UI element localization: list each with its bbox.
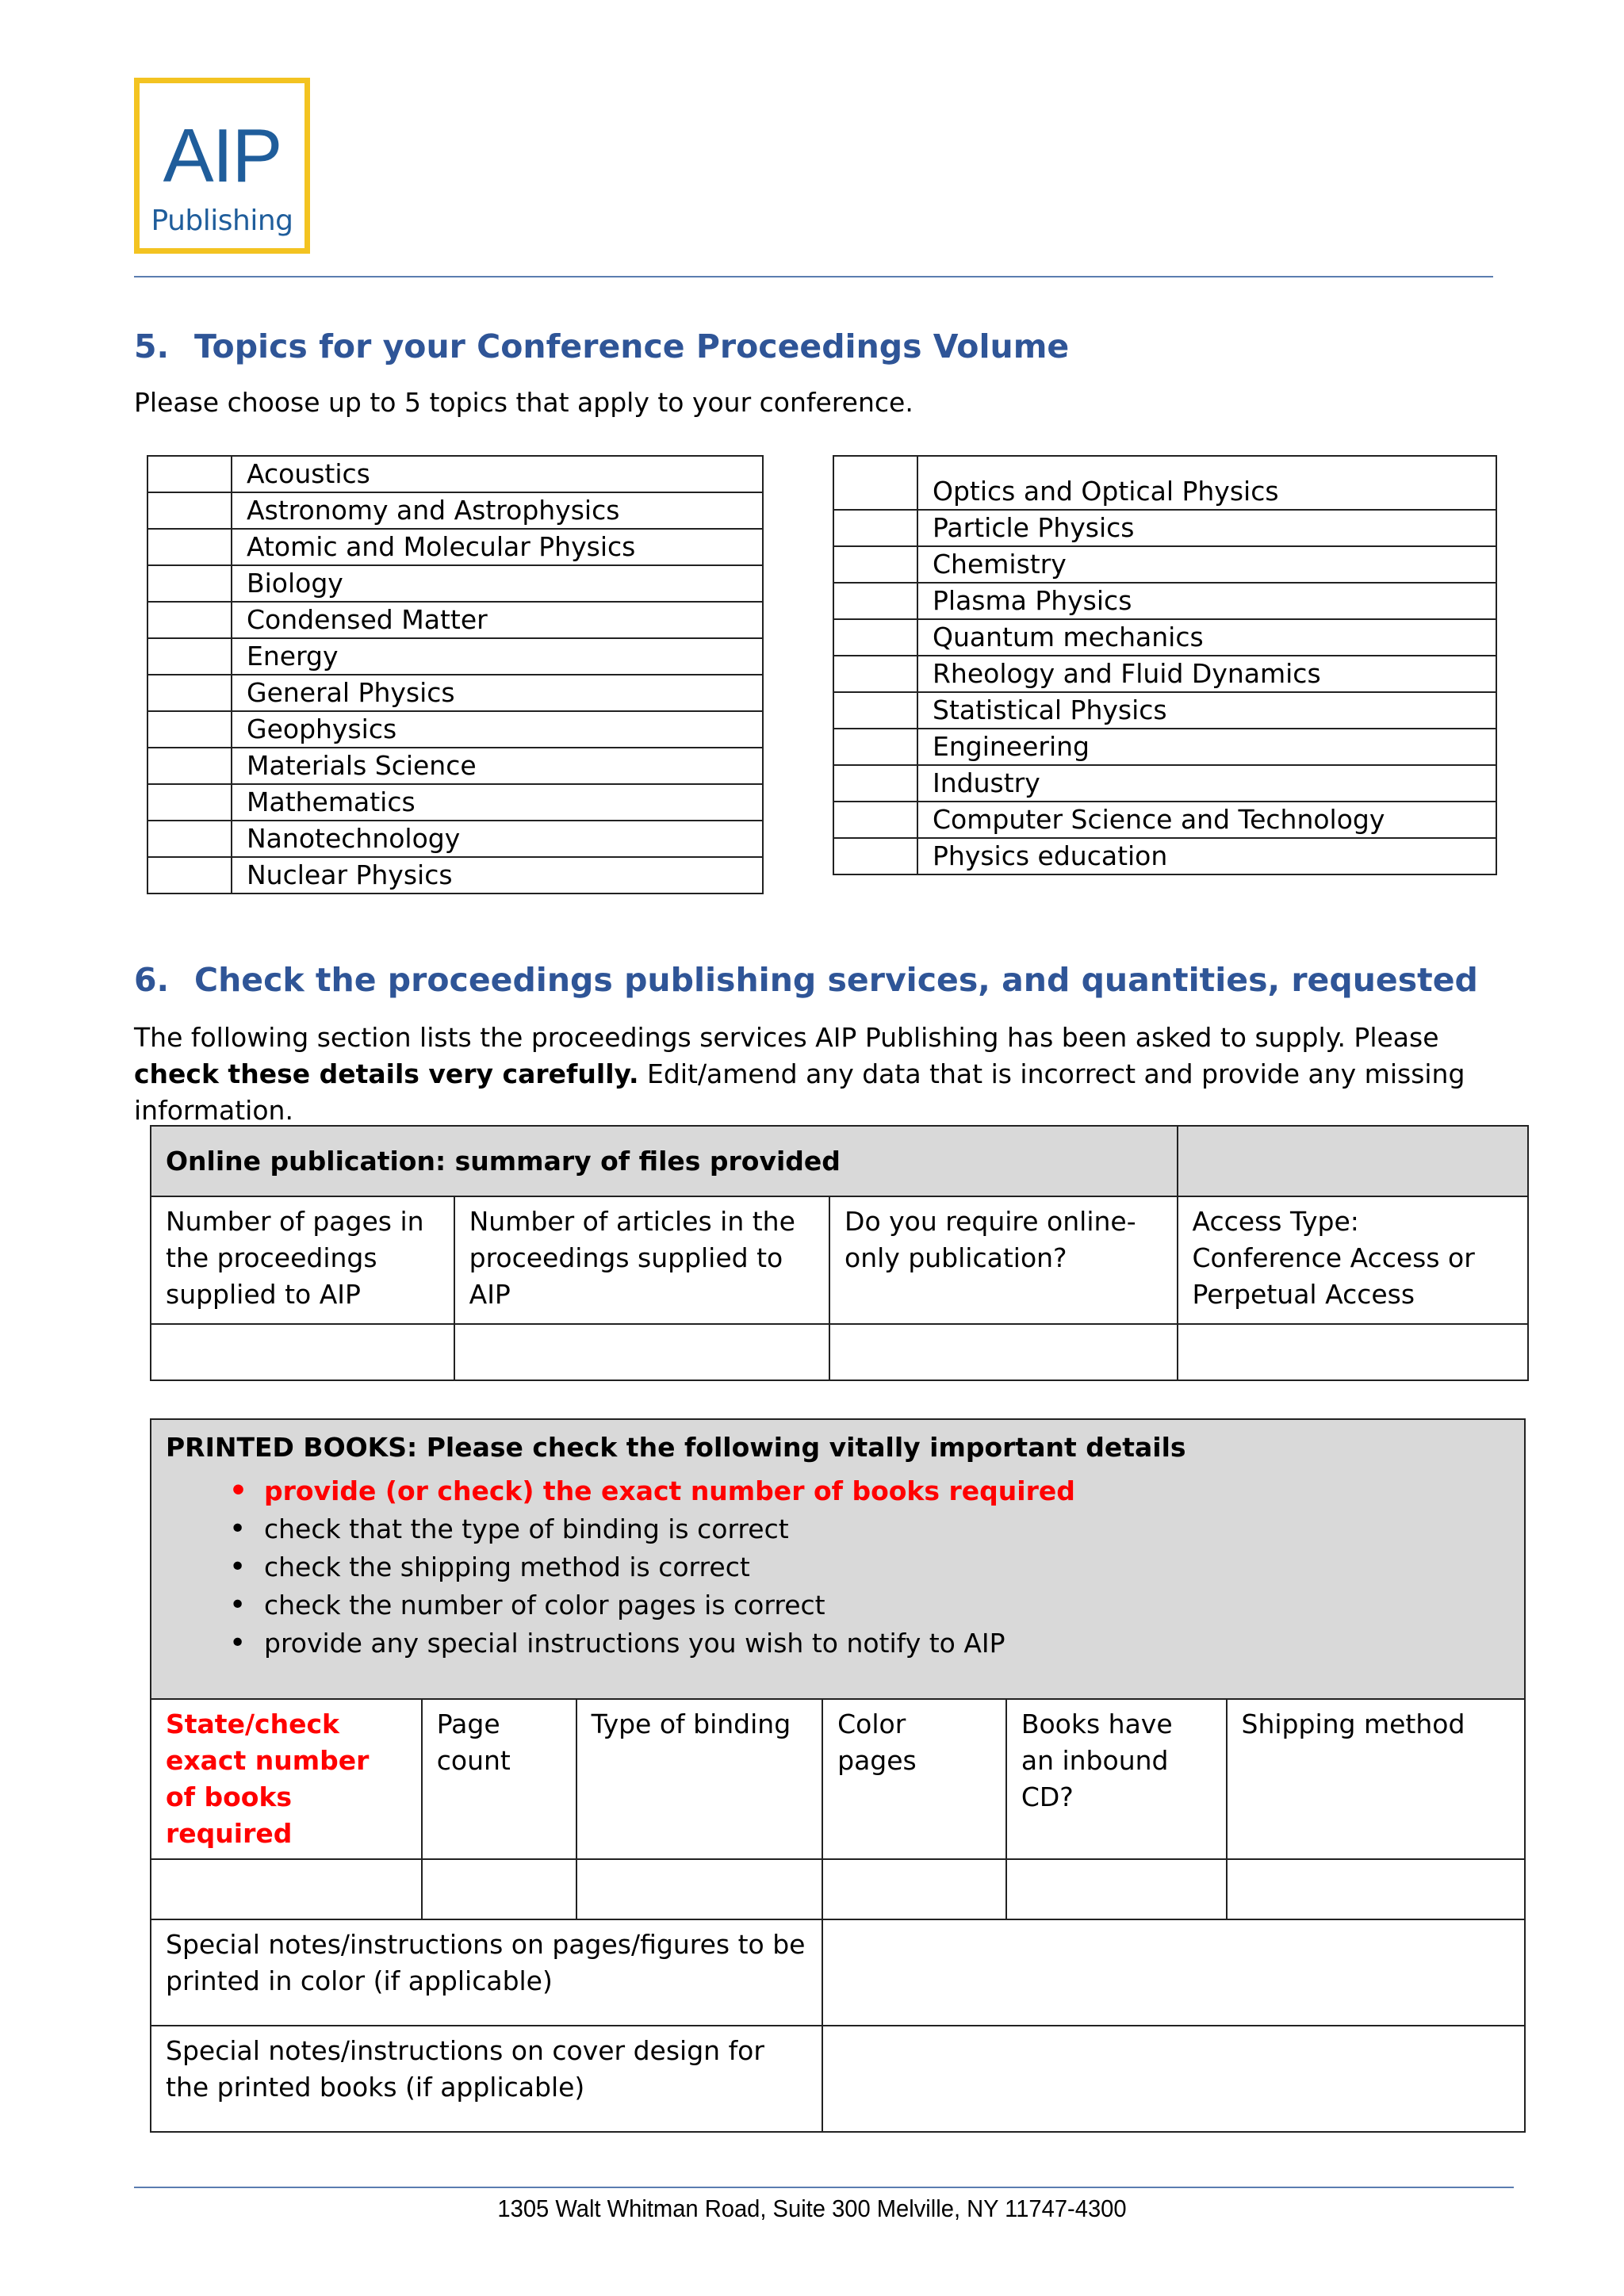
notes-cover-design-input[interactable]: [822, 2026, 1525, 2132]
topic-checkbox-cell[interactable]: [147, 675, 232, 711]
topic-checkbox-cell[interactable]: [833, 692, 917, 729]
input-cell-inbound-cd[interactable]: [1006, 1859, 1227, 1919]
topic-row: [833, 765, 1496, 802]
topic-row: [147, 711, 763, 748]
col-type-of-binding: Type of binding: [576, 1699, 823, 1859]
topic-checkbox-cell[interactable]: [147, 602, 232, 638]
topics-table-right: [833, 455, 1497, 875]
section-5-title: Topics for your Conference Proceedings Volume: [194, 327, 1070, 365]
input-cell-binding[interactable]: [576, 1859, 823, 1919]
topic-label: Engineering: [917, 729, 1496, 765]
topic-checkbox-cell[interactable]: [147, 456, 232, 492]
checklist-item: • provide (or check) the exact number of books required: [166, 1472, 1510, 1510]
topic-label: Biology: [232, 565, 763, 602]
topic-label: Geophysics: [232, 711, 763, 748]
topic-row: [833, 838, 1496, 874]
topic-row: [147, 675, 763, 711]
topic-row: [833, 692, 1496, 729]
topic-row: [833, 656, 1496, 692]
topic-row: [833, 802, 1496, 838]
input-cell-online-only[interactable]: [829, 1324, 1177, 1380]
topic-row: [833, 456, 1496, 510]
col-inbound-cd: Books have an inbound CD?: [1006, 1699, 1227, 1859]
topic-row: [833, 619, 1496, 656]
printed-books-header: PRINTED BOOKS: Please check the following vitally important details: [166, 1432, 1186, 1463]
topic-row: [147, 821, 763, 857]
checklist-item: • check that the type of binding is correct: [166, 1510, 1510, 1548]
checklist-item: • check the number of color pages is correct: [166, 1586, 1510, 1624]
checklist-item: • check the shipping method is correct: [166, 1548, 1510, 1586]
topic-row: [147, 492, 763, 529]
topic-label: Plasma Physics: [917, 583, 1496, 619]
topic-label: Atomic and Molecular Physics: [232, 529, 763, 565]
topic-row: [147, 456, 763, 492]
topic-label: Mathematics: [232, 784, 763, 821]
topic-checkbox-cell[interactable]: [833, 729, 917, 765]
col-color-pages: Color pages: [822, 1699, 1006, 1859]
topic-checkbox-cell[interactable]: [147, 857, 232, 894]
section-5-number: 5.: [134, 327, 170, 365]
online-publication-table: [150, 1125, 1529, 1381]
topic-label: Statistical Physics: [917, 692, 1496, 729]
topic-label: Condensed Matter: [232, 602, 763, 638]
topic-label: Nanotechnology: [232, 821, 763, 857]
topic-label: Computer Science and Technology: [917, 802, 1496, 838]
topic-checkbox-cell[interactable]: [147, 711, 232, 748]
topic-row: [147, 784, 763, 821]
topic-row: [147, 748, 763, 784]
col-articles-in-proceedings: Number of articles in the proceedings supplied to AIP: [454, 1196, 829, 1324]
topic-checkbox-cell[interactable]: [147, 529, 232, 565]
topic-checkbox-cell[interactable]: [147, 748, 232, 784]
topic-label: Materials Science: [232, 748, 763, 784]
logo-text-publishing: Publishing: [151, 205, 293, 237]
topic-checkbox-cell[interactable]: [147, 821, 232, 857]
topic-label: Nuclear Physics: [232, 857, 763, 894]
footer-address: 1305 Walt Whitman Road, Suite 300 Melville, NY 11747-4300: [497, 2195, 1127, 2222]
input-cell-page-count[interactable]: [422, 1859, 576, 1919]
notes-color-pages-input[interactable]: [822, 1919, 1525, 2026]
topics-table-left: [147, 455, 764, 894]
col-pages-in-proceedings: Number of pages in the proceedings supplied to AIP: [151, 1196, 454, 1324]
topic-checkbox-cell[interactable]: [833, 456, 917, 510]
topic-row: [833, 583, 1496, 619]
section-6-title: Check the proceedings publishing services, and quantities, requested: [194, 961, 1478, 999]
col-shipping-method: Shipping method: [1227, 1699, 1525, 1859]
topic-row: [147, 857, 763, 894]
topic-checkbox-cell[interactable]: [147, 638, 232, 675]
topic-row: [147, 602, 763, 638]
topic-row: [833, 546, 1496, 583]
online-table-header: Online publication: summary of files provided: [151, 1126, 1178, 1196]
topic-label: Chemistry: [917, 546, 1496, 583]
input-cell-pages[interactable]: [151, 1324, 454, 1380]
section-5-heading: [134, 327, 1069, 366]
topic-checkbox-cell[interactable]: [833, 583, 917, 619]
topic-row: [833, 729, 1496, 765]
header-divider: [134, 276, 1493, 277]
col-page-count: Page count: [422, 1699, 576, 1859]
section-6-intro-text-end: Edit/amend any data that is incorrect and provide any missing information.: [134, 1058, 1465, 1126]
input-cell-articles[interactable]: [454, 1324, 829, 1380]
section-5-instruction: Please choose up to 5 topics that apply to your conference.: [134, 387, 914, 418]
input-cell-shipping[interactable]: [1227, 1859, 1525, 1919]
topic-checkbox-cell[interactable]: [833, 546, 917, 583]
section-6-number: 6.: [134, 961, 170, 999]
section-6-heading: [134, 960, 1478, 1000]
topic-checkbox-cell[interactable]: [833, 619, 917, 656]
printed-books-checklist: [166, 1472, 1510, 1663]
printed-books-header-cell: [151, 1419, 1525, 1699]
topic-label: Optics and Optical Physics: [917, 456, 1496, 510]
topic-checkbox-cell[interactable]: [833, 656, 917, 692]
topic-label: Quantum mechanics: [917, 619, 1496, 656]
topic-label: Rheology and Fluid Dynamics: [917, 656, 1496, 692]
topic-checkbox-cell[interactable]: [833, 802, 917, 838]
topic-row: [147, 638, 763, 675]
aip-publishing-logo: [134, 78, 310, 254]
notes-color-pages-label: Special notes/instructions on pages/figures to be printed in color (if applicable): [151, 1919, 822, 2026]
topic-row: [147, 529, 763, 565]
topic-checkbox-cell[interactable]: [833, 838, 917, 874]
input-cell-access-type[interactable]: [1178, 1324, 1528, 1380]
topic-checkbox-cell[interactable]: [833, 510, 917, 546]
topic-label: General Physics: [232, 675, 763, 711]
topic-label: Physics education: [917, 838, 1496, 874]
topic-label: Particle Physics: [917, 510, 1496, 546]
section-6-intro-emphasis: check these details very carefully.: [134, 1058, 639, 1089]
section-6-intro: [134, 1020, 1506, 1129]
topic-checkbox-cell[interactable]: [147, 492, 232, 529]
printed-books-table: [150, 1418, 1526, 2133]
notes-cover-design-label: Special notes/instructions on cover design for the printed books (if applicable): [151, 2026, 822, 2132]
topic-checkbox-cell[interactable]: [833, 765, 917, 802]
logo-text-aip: AIP: [163, 113, 282, 198]
footer-divider: [134, 2187, 1514, 2188]
topic-checkbox-cell[interactable]: [147, 784, 232, 821]
col-access-type: Access Type: Conference Access or Perpetual Access: [1178, 1196, 1528, 1324]
checklist-item: • provide any special instructions you wish to notify to AIP: [166, 1624, 1510, 1663]
online-table-header-empty: [1178, 1126, 1528, 1196]
topic-label: Industry: [917, 765, 1496, 802]
section-6-intro-text: The following section lists the proceedings services AIP Publishing has been asked to supply. Please: [134, 1022, 1439, 1053]
col-online-only: Do you require online-only publication?: [829, 1196, 1177, 1324]
col-number-of-books: State/check exact number of books required: [151, 1699, 422, 1859]
topic-checkbox-cell[interactable]: [147, 565, 232, 602]
topic-label: Energy: [232, 638, 763, 675]
input-cell-number-of-books[interactable]: [151, 1859, 422, 1919]
topic-label: Astronomy and Astrophysics: [232, 492, 763, 529]
topic-row: [147, 565, 763, 602]
topic-row: [833, 510, 1496, 546]
topic-label: Acoustics: [232, 456, 763, 492]
input-cell-color-pages[interactable]: [822, 1859, 1006, 1919]
